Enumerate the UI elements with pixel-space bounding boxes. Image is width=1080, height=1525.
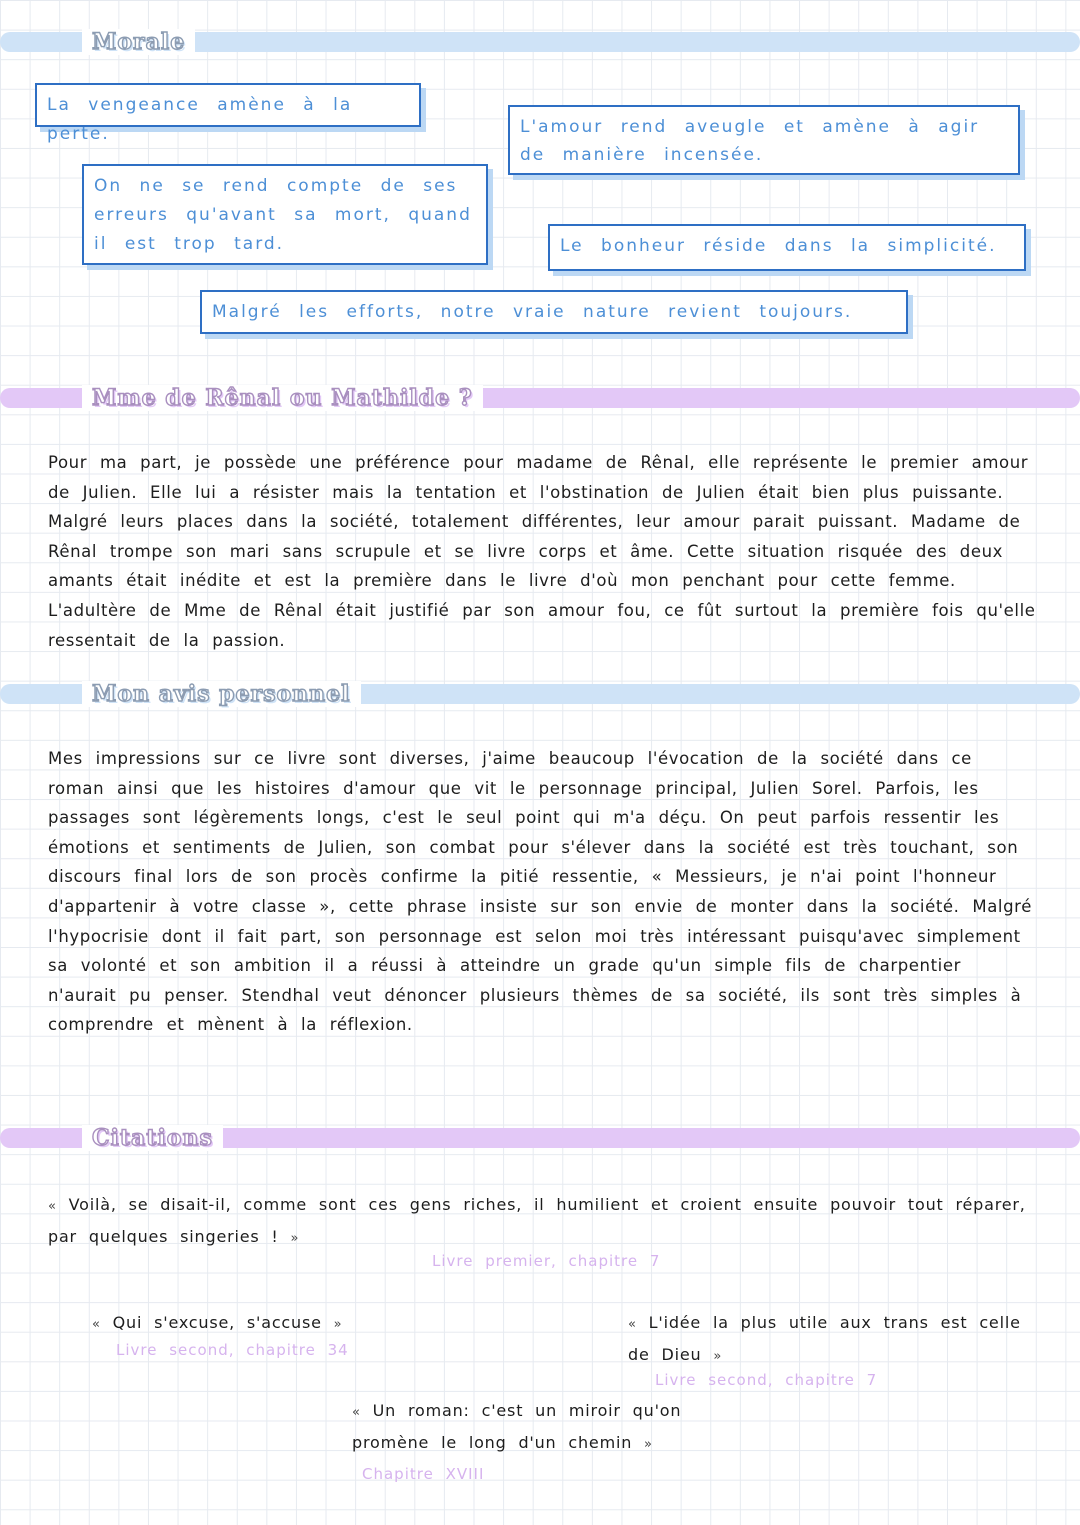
citation-1 (48, 1190, 1038, 1253)
citations-title: Citations (82, 1125, 223, 1151)
citation-1-ref: Livre premier, chapitre 7 (432, 1252, 661, 1270)
citation-3-ref: Livre second, chapitre 7 (655, 1371, 878, 1389)
quote-close-mark: » (644, 1436, 653, 1452)
morale-item-4: Le bonheur réside dans la simplicité. (548, 224, 1026, 271)
mme-title: Mme de Rênal ou Mathilde ? (82, 385, 483, 411)
morale-item-3: On ne se rend compte de ses erreurs qu'avant sa mort, quand il est trop tard. (82, 164, 488, 265)
quote-open-mark: « (628, 1317, 637, 1332)
mme-paragraph: Pour ma part, je possède une préférence pour madame de Rênal, elle représente le premier amour de Julien. Elle lui a résister mais la tentation et l'obstination de Julien était bien plus puissante. Malgré leurs places dans la société, totalement différentes, leur amour parait puissant. Madame de Rênal trompe son mari sans scrupule et se livre corps et âme. Cette situation risquée des deux amants était inédite et est la première dans le livre d'où mon penchant pour cette femme. L'adultère de Mme de Rênal était justifié par son amour fou, ce fût surtout la première fois qu'elle ressentait de la passion. (48, 453, 1036, 650)
citation-2-ref: Livre second, chapitre 34 (116, 1341, 349, 1359)
citation-4 (352, 1396, 692, 1490)
quote-close-mark: » (290, 1230, 300, 1246)
quote-close-mark: » (713, 1348, 723, 1364)
citation-1-text: Voilà, se disait-il, comme sont ces gens riches, il humilient et croient ensuite pouvoir tout réparer, par quelques singeries ! (48, 1195, 1026, 1246)
citation-2-text: Qui s'excuse, s'accuse (112, 1313, 322, 1332)
citation-3 (628, 1308, 1038, 1371)
citation-3-text: L'idée la plus utile aux trans est celle de Dieu (628, 1313, 1021, 1364)
quote-close-mark: » (333, 1317, 343, 1332)
morale-title: Morale (82, 29, 195, 55)
citation-4-text: Un roman: c'est un miroir qu'on promène le long d'un chemin (352, 1401, 682, 1452)
avis-paragraph: Mes impressions sur ce livre sont diverses, j'aime beaucoup l'évocation de la société dans ce roman ainsi que les histoires d'amour que vit le personnage principal, Julien Sorel. Parfois, les passages sont légèrements longs, c'est le seul point qui m'a déçu. On peut parfois ressentir les émotions et sentiments de Julien, son combat pour s'élever dans la société est très touchant, son discours final lors de son procès confirme la pitié ressentie, « Messieurs, je n'ai point l'honneur d'appartenir à votre classe », cette phrase insiste sur son envie de monter dans la société. Malgré l'hypocrisie dont il fait part, son personnage est selon moi très intéressant puisqu'avec simplement sa volonté et son ambition il a réussi à atteindre un grade qu'un simple fils de charpentier n'aurait pu penser. Stendhal veut dénoncer plusieurs thèmes de sa société, ils sont très simples à comprendre et mènent à la réflexion. (48, 749, 1032, 1035)
quote-open-mark: « (352, 1405, 361, 1420)
quote-open-mark: « (92, 1317, 101, 1332)
citation-4-ref: Chapitre XVIII (362, 1465, 485, 1484)
morale-item-1: La vengeance amène à la perte. (35, 83, 421, 127)
morale-item-5: Malgré les efforts, notre vraie nature revient toujours. (200, 290, 908, 334)
citation-2 (92, 1308, 412, 1340)
morale-item-2: L'amour rend aveugle et amène à agir de manière incensée. (508, 105, 1020, 175)
avis-title: Mon avis personnel (82, 681, 361, 707)
quote-open-mark: « (48, 1199, 57, 1214)
